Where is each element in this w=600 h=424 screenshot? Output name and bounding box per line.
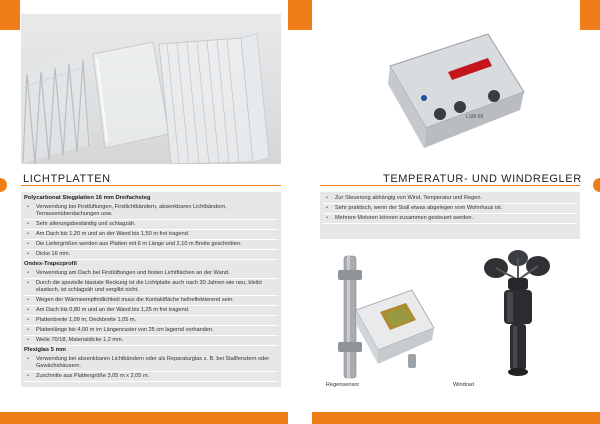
list-item: • Mehrere Motoren können zusammen gesteuert werden. bbox=[323, 214, 577, 224]
list-item: • Plattenbreite 1,09 m, Deckbreite 1,05 m. bbox=[24, 316, 278, 326]
windrad-image bbox=[478, 248, 558, 382]
bullet-list bbox=[24, 355, 278, 382]
page-tab-right bbox=[593, 178, 600, 192]
bullet-list bbox=[24, 269, 278, 346]
list-item: • Am Dach bis 0,80 m und an der Wand bis 1,25 m frei tragend. bbox=[24, 306, 278, 316]
controller-photo bbox=[320, 14, 580, 164]
list-item: • Welle 70/18, Materialdicke 1,2 mm. bbox=[24, 336, 278, 346]
list-item: • Durch die spezielle biaxiale Reckung ist die Lichtplatte auch nach 30 Jahren wie neu, bleibt elastisch, ist schlagzäh und vergilbt nicht. bbox=[24, 279, 278, 296]
group-heading: Ondex-Trapezprofil bbox=[24, 261, 77, 267]
title-underline-right bbox=[320, 185, 580, 186]
list-item: • Wegen der Wärmeempfindlichkeit muss die Kontaktfläche hellreflektierend sein. bbox=[24, 296, 278, 306]
list-item: • Verwendung bei absenkbaren Lichtbändern oder als Reparaturglas z. B. bei Stallfenstern oder Gewächshäusern. bbox=[24, 355, 278, 372]
lichtplatten-content bbox=[24, 194, 278, 382]
group-heading: Polycarbonat Stegplatten 16 mm Dreifachsteg bbox=[24, 195, 151, 201]
windrad-caption: Windrad bbox=[453, 382, 474, 388]
list-item: • Die Liefergrößen werden aus Platten mit 6 m Länge und 2,10 m Breite geschnitten. bbox=[24, 240, 278, 250]
regensensor-caption: Regensensor bbox=[326, 382, 360, 388]
temperatur-content bbox=[323, 194, 577, 224]
footer-spine-gap bbox=[288, 412, 312, 424]
list-item: • Verwendung am Dach bei Firstlüftungen und festen Lichtflächen an der Wand. bbox=[24, 269, 278, 279]
orange-corner-bar bbox=[0, 0, 20, 30]
device-model-label: LSM 68 bbox=[466, 114, 484, 120]
title-underline-left bbox=[21, 185, 281, 186]
list-item: • Zur Steuerung abhängig von Wind, Temperatur und Regen. bbox=[323, 194, 577, 204]
temperatur-title: TEMPERATUR- UND WINDREGLER bbox=[383, 173, 582, 185]
lichtplatten-photo bbox=[21, 14, 281, 164]
orange-corner-bar-right bbox=[580, 0, 600, 30]
page-tab-left bbox=[0, 178, 7, 192]
bullet-list bbox=[323, 194, 577, 224]
list-item: • Am Dach bis 1,20 m und an der Wand bis 1,50 m frei tragend. bbox=[24, 230, 278, 240]
group-heading: Plexiglas 5 mm bbox=[24, 347, 66, 353]
list-item: • Verwendung bei Firstlüftungen, Firstlichtbändern, absenkbaren Lichtbändern, Terrassenüberdachungen usw. bbox=[24, 203, 278, 220]
orange-spine-bar bbox=[288, 0, 312, 30]
bullet-list bbox=[24, 203, 278, 260]
list-item: • Dicke 16 mm. bbox=[24, 250, 278, 260]
list-item: • Sehr alterungsbeständig und schlagzäh. bbox=[24, 220, 278, 230]
regensensor-image bbox=[326, 250, 446, 380]
list-item: • Plattenlänge bis 4,00 m im Längenraster von 25 cm lagernd vorhanden. bbox=[24, 326, 278, 336]
list-item: • Zuschnitte aus Plattengröße 3,05 m x 2,05 m. bbox=[24, 372, 278, 382]
list-item: • Sehr praktisch, wenn der Stall etwas abgelegen vom Wohnhaus ist. bbox=[323, 204, 577, 214]
lichtplatten-title: LICHTPLATTEN bbox=[23, 173, 111, 185]
